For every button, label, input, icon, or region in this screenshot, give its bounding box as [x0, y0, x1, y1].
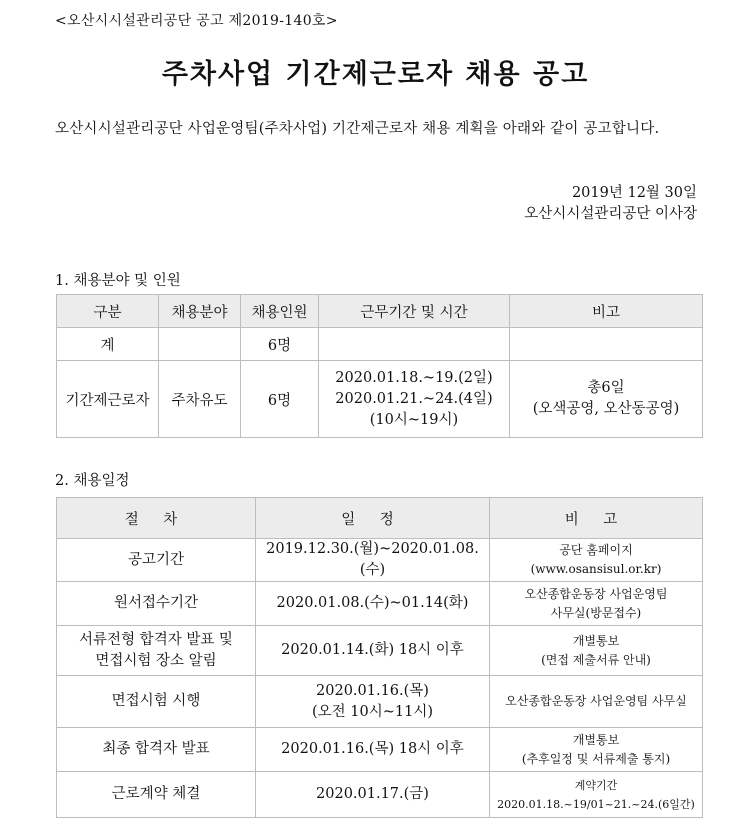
- note-line: 공단 홈페이지: [559, 543, 633, 557]
- schedule-table: [56, 497, 703, 818]
- step-line: 최종 합격자 발표: [102, 741, 210, 757]
- note-line: 사무실(방문접수): [550, 605, 642, 620]
- schedule-line: 2020.01.16.(목): [316, 682, 429, 699]
- note-line: 2020.01.18.~19/01~21.~24.(6일간): [497, 797, 695, 811]
- step-line: 원서접수기간: [113, 595, 199, 611]
- field-cell: 주차유도: [159, 361, 241, 438]
- note-line: 개별통보: [572, 732, 620, 747]
- table-row: [57, 582, 703, 626]
- category-cell: 계: [57, 328, 159, 361]
- note-line: (오색공영, 오산동공영): [532, 401, 680, 417]
- step-line: 서류전형 합격자 발표 및: [79, 631, 233, 648]
- note-cell: [490, 539, 703, 582]
- table-row: [57, 361, 703, 438]
- table-header-row: [57, 295, 703, 328]
- column-header: 절 차: [57, 498, 256, 539]
- schedule-cell: [256, 728, 490, 772]
- step-cell: [57, 676, 256, 728]
- note-cell: [490, 582, 703, 626]
- intro-paragraph: 오산시시설관리공단 사업운영팀(주차사업) 기간제근로자 채용 계획을 아래와 같이 공고합니다.: [55, 121, 660, 137]
- table-row: [57, 676, 703, 728]
- note-cell: [490, 728, 703, 772]
- step-line: 면접시험 장소 알림: [95, 652, 217, 669]
- note-line: 오산종합운동장 사업운영팀 사무실: [505, 694, 687, 708]
- notice-number: <오산시시설관리공단 공고 제2019-140호>: [55, 13, 338, 29]
- schedule-line: 2019.12.30.(월)~2020.01.08.(수): [266, 541, 479, 578]
- column-header: 비 고: [490, 498, 703, 539]
- step-cell: [57, 772, 256, 818]
- count-cell: 6명: [241, 361, 319, 438]
- column-header: 근무기간 및 시간: [319, 295, 510, 328]
- column-header: 비고: [510, 295, 703, 328]
- note-cell: [510, 361, 703, 438]
- field-cell: [159, 328, 241, 361]
- note-line: (추후일정 및 서류제출 통지): [521, 751, 671, 766]
- step-cell: [57, 539, 256, 582]
- notice-date: 2019년 12월 30일: [571, 185, 697, 201]
- table-row: [57, 539, 703, 582]
- schedule-line: 2020.01.14.(화) 18시 이후: [281, 642, 464, 658]
- schedule-cell: [256, 676, 490, 728]
- table-header-row: [57, 498, 703, 539]
- column-header: 채용분야: [159, 295, 241, 328]
- step-line: 공고기간: [127, 551, 185, 568]
- column-header: 구분: [57, 295, 159, 328]
- schedule-line: 2020.01.16.(목) 18시 이후: [281, 741, 464, 757]
- step-line: 근로계약 체결: [111, 786, 201, 802]
- schedule-cell: [256, 626, 490, 676]
- table-row: [57, 728, 703, 772]
- column-header: 채용인원: [241, 295, 319, 328]
- column-header: 일 정: [256, 498, 490, 539]
- period-line: 2020.01.18.~19.(2일): [335, 369, 493, 386]
- note-line: (www.osansisul.or.kr): [530, 562, 662, 576]
- schedule-cell: [256, 582, 490, 626]
- section-heading-schedule: 2. 채용일정: [55, 473, 130, 489]
- schedule-cell: [256, 772, 490, 818]
- note-cell: [490, 772, 703, 818]
- table-row: [57, 772, 703, 818]
- period-line: 2020.01.21.~24.(4일): [335, 390, 493, 407]
- page-title: 주차사업 기간제근로자 채용 공고: [161, 59, 590, 90]
- table-row-total: [57, 328, 703, 361]
- step-line: 면접시험 시행: [111, 693, 201, 709]
- period-cell: [319, 328, 510, 361]
- step-cell: [57, 626, 256, 676]
- step-cell: [57, 582, 256, 626]
- note-line: 계약기간: [574, 778, 618, 792]
- period-cell: [319, 361, 510, 438]
- recruitment-table: [56, 294, 703, 438]
- count-cell: 6명: [241, 328, 319, 361]
- period-line: (10시~19시): [369, 411, 459, 428]
- table-row: [57, 626, 703, 676]
- note-line: 개별통보: [572, 633, 620, 648]
- note-line: (면접 제출서류 안내): [541, 652, 651, 667]
- note-line: 총6일: [587, 380, 625, 396]
- note-cell: [510, 328, 703, 361]
- category-cell: 기간제근로자: [57, 361, 159, 438]
- note-line: 오산종합운동장 사업운영팀: [524, 586, 668, 601]
- schedule-line: 2020.01.17.(금): [316, 786, 429, 802]
- section-heading-recruitment: 1. 채용분야 및 인원: [55, 273, 181, 289]
- schedule-line: (오전 10시~11시): [311, 703, 433, 720]
- note-cell: [490, 626, 703, 676]
- schedule-cell: [256, 539, 490, 582]
- issuer-name: 오산시시설관리공단 이사장: [524, 206, 697, 222]
- note-cell: [490, 676, 703, 728]
- step-cell: [57, 728, 256, 772]
- schedule-line: 2020.01.08.(수)~01.14(화): [276, 595, 469, 611]
